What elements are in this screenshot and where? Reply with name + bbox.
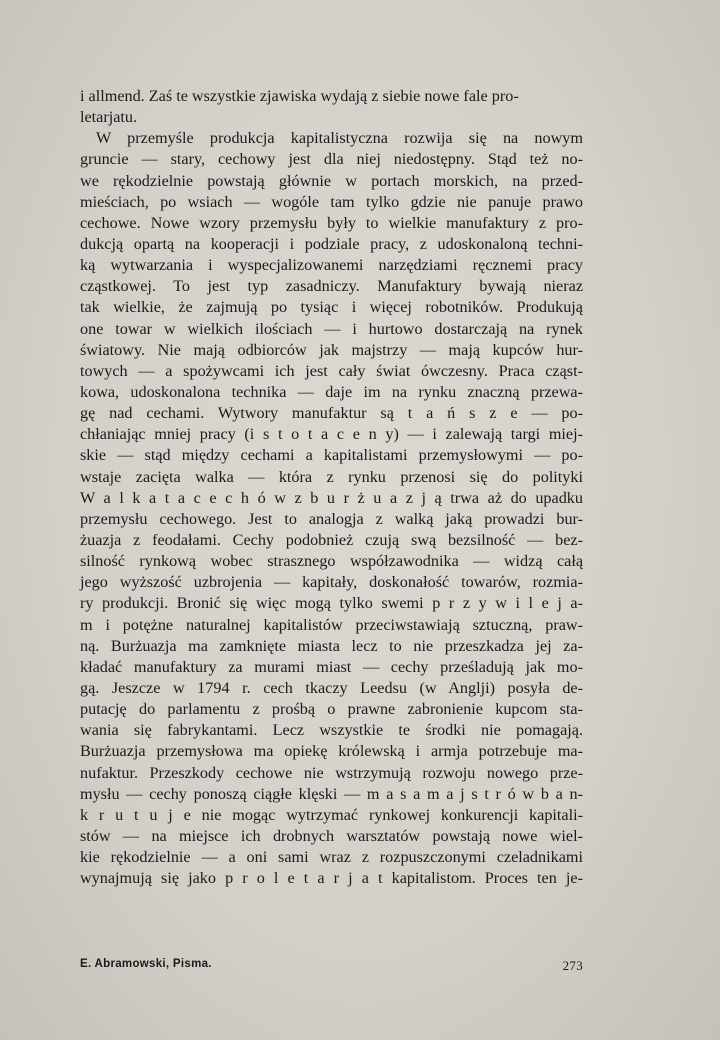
text-line: światowy. Nie mają odbiorców jak majstrzy — mają kupców hur- [80,340,583,359]
text-line: towych — a spożywcami ich jest cały świat ówczesny. Praca cząst- [80,361,583,380]
text-line: cząstkowej. To jest typ zasadniczy. Manufaktury bywają nieraz [80,277,583,296]
page-number: 273 [562,958,583,973]
text-line: k r u t u j e nie mogąc wytrzymać rynkowej konkurencji kapitali- [80,805,583,824]
text-line: letarjatu. [80,108,138,127]
text-line: gą. Jeszcze w 1794 r. cech tkaczy Leedsu (w Anglji) posyła de- [80,678,583,697]
text-line: W przemyśle produkcja kapitalistyczna rozwija się na nowym [96,129,583,148]
text-line: chłaniając mniej pracy (i s t o t a c e n y) — i zalewają targi miej- [80,425,583,444]
text-line: jego wyższość uzbrojenia — kapitały, doskonałość towarów, rozmia- [80,573,583,592]
text-line: we rękodzielnie powstają głównie w portach morskich, na przed- [80,171,583,190]
text-line: tak wielkie, że zajmują po tysiąc i więcej robotników. Produkują [80,298,583,317]
text-line: stów — na miejsce ich drobnych warsztatów powstają nowe wiel- [80,826,583,845]
text-line: wania się fabrykantami. Lecz wszystkie te środki nie pomagają. [80,721,583,740]
text-line: cechowe. Nowe wzory przemysłu były to wielkie manufaktury z pro- [80,213,583,232]
text-line: m i potężne naturalnej kapitalistów przeciwstawiają sztuczną, praw- [80,615,583,634]
text-line: i allmend. Zaś te wszystkie zjawiska wydają z siebie nowe fale pro- [80,87,519,105]
text-line: one towar w wielkich ilościach — i hurtowo dostarczają na rynek [80,319,583,338]
text-line: nufaktur. Przeszkody cechowe nie wstrzymują rozwoju nowego prze- [80,763,583,782]
text-line: silność rynkową wobec strasznego współzawodnika — widzą całą [80,552,583,571]
page-footer [80,958,583,974]
text-line: żuazja z feodałami. Cechy podobnież czują swą bezsilność — bez- [80,530,583,549]
body-text [80,86,583,889]
text-line: skie — stąd między cechami a kapitalistami przemysłowymi — po- [80,446,583,465]
text-line: kie rękodzielnie — a oni sami wraz z rozpuszczonymi czeladnikami [80,848,583,867]
text-line: mieściach, po wsiach — wogóle tam tylko gdzie nie panuje prawo [80,192,583,211]
text-line: ry produkcji. Bronić się więc mogą tylko swemi p r z y w i l e j a- [80,594,583,613]
text-line: wstaje zacięta walka — która z rynku przenosi się do polityki [80,467,583,486]
text-line: Burżuazja przemysłowa ma opiekę królewską i armja potrzebuje ma- [80,742,583,761]
text-line: ną. Burżuazja ma zamknięte miasta lecz to nie przeszkadza jej za- [80,636,583,655]
text-line: wynajmują się jako p r o l e t a r j a t kapitalistom. Proces ten je- [80,869,583,888]
text-line: ką wytwarzania i wyspecjalizowanemi narzędziami ręcznemi pracy [80,256,583,275]
text-line: gruncie — stary, cechowy jest dla niej niedostępny. Stąd też no- [80,150,583,169]
text-line: gę nad cechami. Wytwory manufaktur są t a ń s z e — po- [80,404,583,423]
running-title: E. Abramowski, Pisma. [80,958,212,970]
text-line: przemysłu cechowego. Jest to analogja z walką jaką prowadzi bur- [80,509,583,528]
text-line: mysłu — cechy ponoszą ciągłe klęski — m a s a m a j s t r ó w b a n- [80,784,583,803]
text-line: kładać manufaktury za murami miast — cechy prześladują jak mo- [80,657,583,676]
text-line: dukcją opartą na kooperacji i podziale pracy, z udoskonaloną techni- [80,234,583,253]
text-line: putację do parlamentu z prośbą o prawne zabronienie kupcom sta- [80,700,583,719]
text-line: kowa, udoskonalona technika — daje im na rynku znaczną przewa- [80,382,583,401]
text-line: W a l k a t a c e c h ó w z b u r ż u a z j ą trwa aż do upadku [80,488,583,507]
